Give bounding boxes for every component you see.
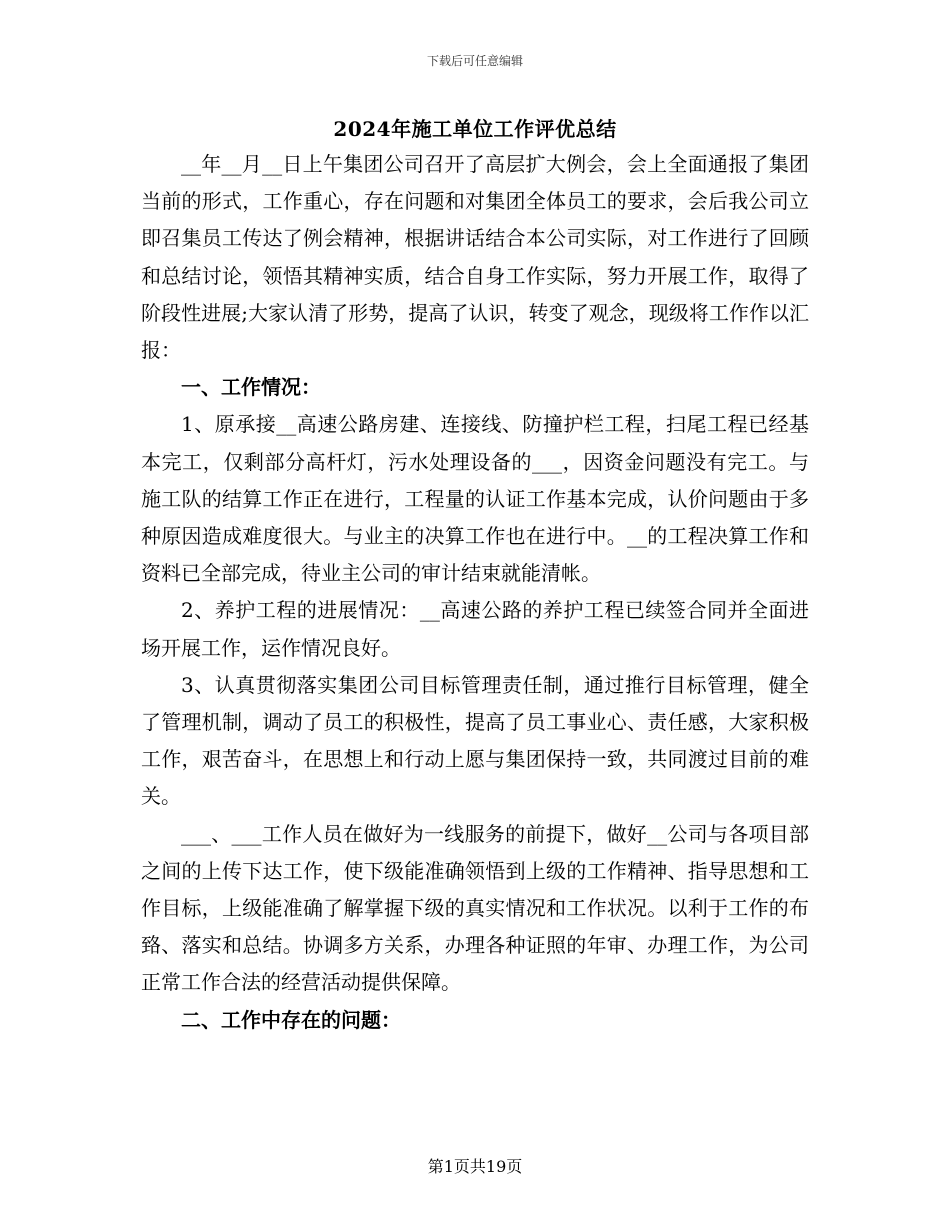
paragraph-item-3: 3、认真贯彻落实集团公司目标管理责任制，通过推行目标管理，健全了管理机制，调动了员工的积极性，提高了员工事业心、责任感，大家积极工作，艰苦奋斗，在思想上和行动上愿与集团保持一致，共同渡过目前的难关。 [141,672,809,809]
page-number: 第1页共19页 [427,1157,523,1176]
intro-paragraph: __年__月__日上午集团公司召开了高层扩大例会，会上全面通报了集团当前的形式，工作重心，存在问题和对集团全体员工的要求，会后我公司立即召集员工传达了例会精神，根据讲话结合本公司实际，对工作进行了回顾和总结讨论，领悟其精神实质，结合自身工作实际，努力开展工作，取得了阶段性进展;大家认清了形势，提高了认识，转变了观念，现级将工作作以汇报： [141,152,809,363]
document-title: 2024年施工单位工作评优总结 [333,117,617,141]
paragraph-item-2: 2、养护工程的进展情况：__高速公路的养护工程已续签合同并全面进场开展工作，运作情况良好。 [141,598,809,660]
section-heading-problems: 二、工作中存在的问题： [181,1007,401,1032]
document-body [141,146,809,1039]
paragraph-item-1: 1、原承接__高速公路房建、连接线、防撞护栏工程，扫尾工程已经基本完工，仅剩部分高杆灯，污水处理设备的___，因资金问题没有完工。与施工队的结算工作正在进行，工程量的认证工作基本完成，认价问题由于多种原因造成难度很大。与业主的决算工作也在进行中。__的工程决算工作和资料已全部完成，待业主公司的审计结束就能清帐。 [141,412,809,586]
page-header-note: 下载后可任意编辑 [426,54,523,68]
section-heading-work-status: 一、工作情况： [181,375,321,400]
paragraph-item-4: ___、___工作人员在做好为一线服务的前提下，做好__公司与各项目部之间的上传下达工作，使下级能准确领悟到上级的工作精神、指导思想和工作目标，上级能准确了解掌握下级的真实情况和工作状况。以利于工作的布臵、落实和总结。协调多方关系，办理各种证照的年审、办理工作，为公司正常工作合法的经营活动提供保障。 [141,821,809,995]
